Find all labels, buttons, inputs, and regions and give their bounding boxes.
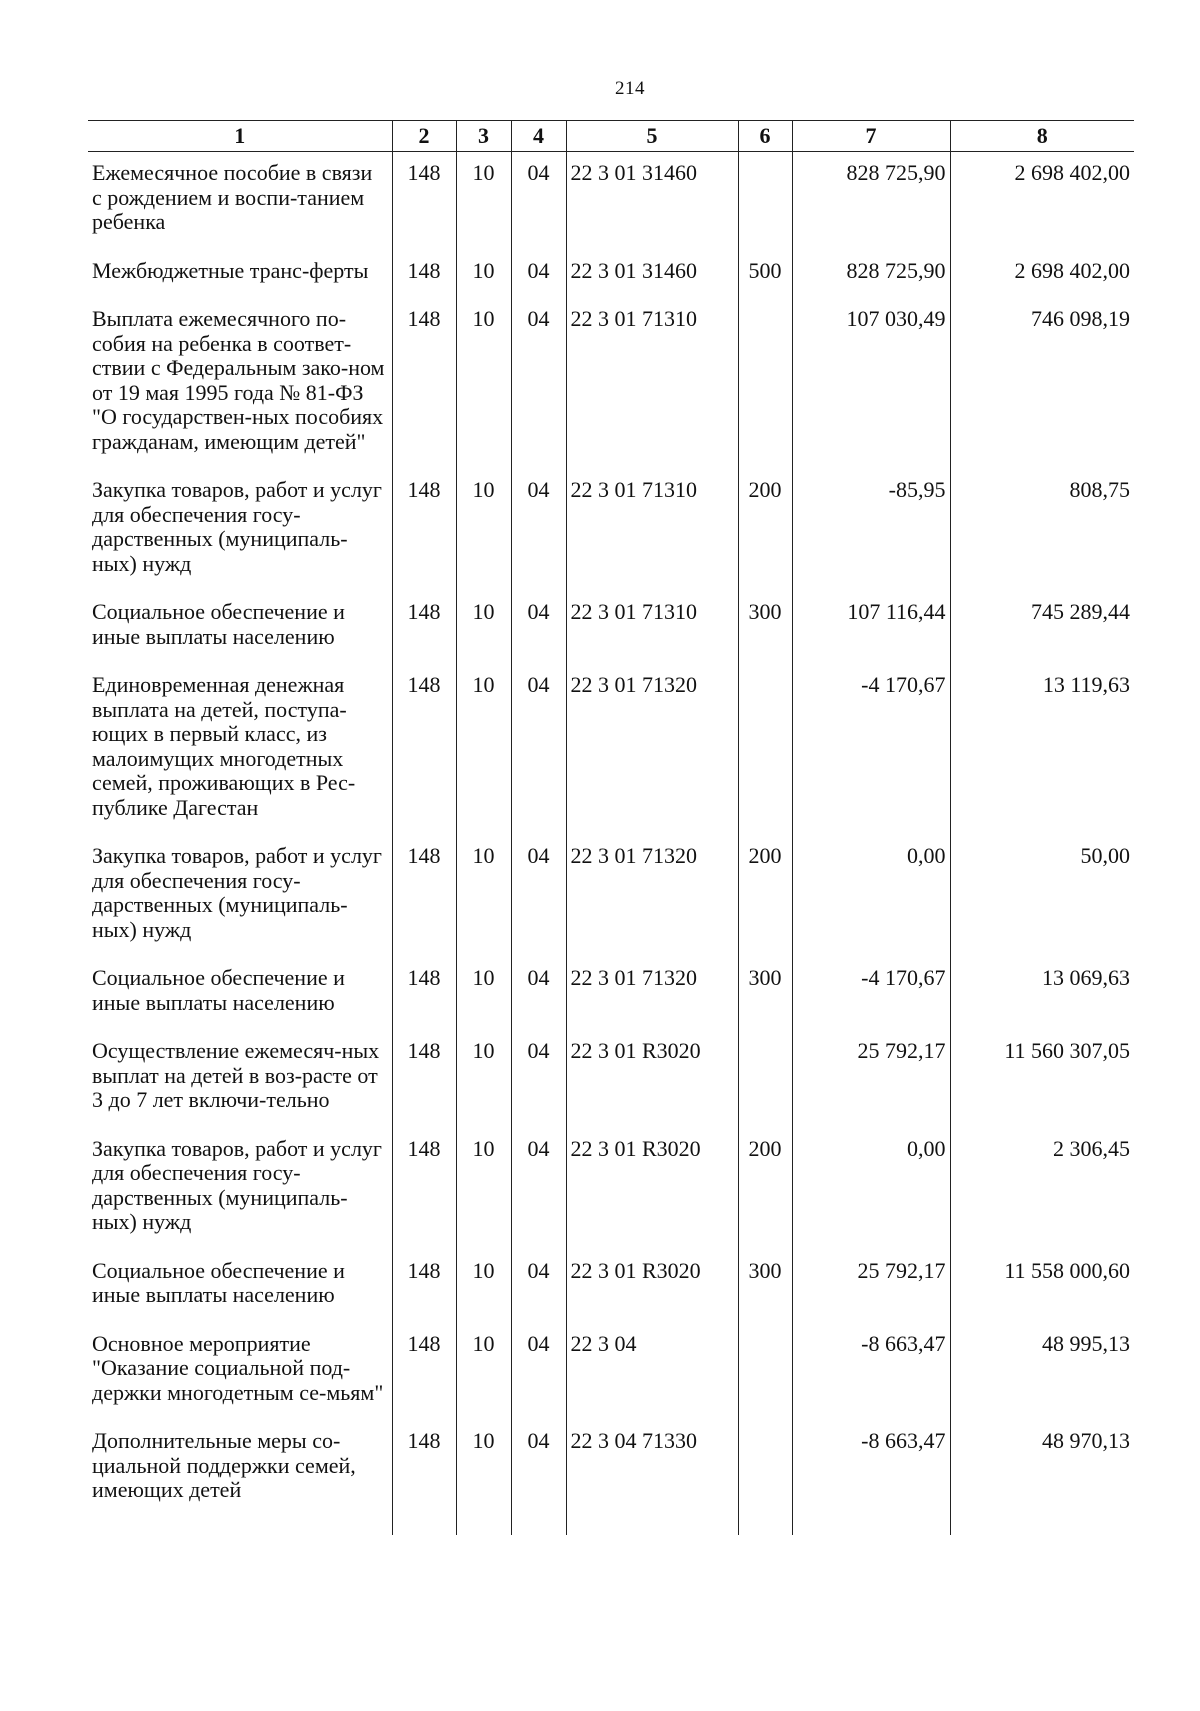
table-row <box>88 835 1134 957</box>
table-row <box>88 1323 1134 1421</box>
row-section-cell: 10 <box>456 1030 511 1128</box>
row-code-cell: 148 <box>392 1030 456 1128</box>
row-code-cell: 148 <box>392 1323 456 1421</box>
row-target-item-cell: 22 3 01 31460 <box>566 250 738 299</box>
row-name-cell: Социальное обеспечение и иные выплаты населению <box>92 599 345 649</box>
row-target-item-cell: 22 3 01 71320 <box>566 835 738 957</box>
row-name-cell: Выплата ежемесячного по-собия на ребенка в соответ-ствии с Федеральным зако-ном от 19 мая 1995 года № 81-ФЗ "О государствен-ных пособиях гражданам, имеющим детей" <box>92 306 385 454</box>
row-target-item-cell: 22 3 01 R3020 <box>566 1250 738 1323</box>
row-code-cell: 148 <box>392 835 456 957</box>
row-subsection-cell: 04 <box>511 469 566 591</box>
row-amount-cell: 25 792,17 <box>792 1250 950 1323</box>
row-subsection-cell: 04 <box>511 1128 566 1250</box>
row-expense-type-cell <box>738 1323 792 1421</box>
row-amount-cell: 828 725,90 <box>792 152 950 250</box>
row-subsection-cell: 04 <box>511 1420 566 1535</box>
row-expense-type-cell <box>738 1420 792 1535</box>
row-section-cell: 10 <box>456 1250 511 1323</box>
column-header: 1 <box>88 121 392 152</box>
row-section-cell: 10 <box>456 957 511 1030</box>
row-code-cell: 148 <box>392 469 456 591</box>
table-row <box>88 957 1134 1030</box>
row-name-cell: Социальное обеспечение и иные выплаты населению <box>92 1257 345 1307</box>
row-target-item-cell: 22 3 01 R3020 <box>566 1128 738 1250</box>
row-subsection-cell: 04 <box>511 298 566 469</box>
row-name-cell: Дополнительные меры со-циальной поддержки семей, имеющих детей <box>92 1428 356 1502</box>
row-amount-cell: -4 170,67 <box>792 664 950 835</box>
row-target-item-cell: 22 3 01 R3020 <box>566 1030 738 1128</box>
row-total-cell: 2 306,45 <box>950 1128 1134 1250</box>
row-amount-cell: -8 663,47 <box>792 1323 950 1421</box>
row-subsection-cell: 04 <box>511 1323 566 1421</box>
row-section-cell: 10 <box>456 1420 511 1535</box>
header-row <box>88 121 1134 152</box>
row-subsection-cell: 04 <box>511 152 566 250</box>
row-amount-cell: 0,00 <box>792 1128 950 1250</box>
row-code-cell: 148 <box>392 1250 456 1323</box>
row-expense-type-cell: 300 <box>738 591 792 664</box>
row-section-cell: 10 <box>456 469 511 591</box>
row-target-item-cell: 22 3 04 <box>566 1323 738 1421</box>
row-expense-type-cell: 200 <box>738 469 792 591</box>
row-section-cell: 10 <box>456 152 511 250</box>
row-target-item-cell: 22 3 01 71310 <box>566 298 738 469</box>
row-amount-cell: 0,00 <box>792 835 950 957</box>
row-code-cell: 148 <box>392 152 456 250</box>
budget-table <box>88 120 1134 1535</box>
row-subsection-cell: 04 <box>511 591 566 664</box>
row-section-cell: 10 <box>456 1323 511 1421</box>
row-name-cell: Осуществление ежемесяч-ных выплат на детей в воз-расте от 3 до 7 лет включи-тельно <box>92 1038 380 1112</box>
row-subsection-cell: 04 <box>511 664 566 835</box>
row-section-cell: 10 <box>456 1128 511 1250</box>
row-subsection-cell: 04 <box>511 250 566 299</box>
row-name-cell: Закупка товаров, работ и услуг для обеспечения госу-дарственных (муниципаль-ных) нужд <box>92 1135 382 1234</box>
row-total-cell: 48 970,13 <box>950 1420 1134 1535</box>
row-code-cell: 148 <box>392 1420 456 1535</box>
row-name-cell: Закупка товаров, работ и услуг для обеспечения госу-дарственных (муниципаль-ных) нужд <box>92 477 382 576</box>
row-name-cell: Закупка товаров, работ и услуг для обеспечения госу-дарственных (муниципаль-ных) нужд <box>92 843 382 942</box>
table-row <box>88 469 1134 591</box>
row-target-item-cell: 22 3 01 71320 <box>566 957 738 1030</box>
row-total-cell: 2 698 402,00 <box>950 152 1134 250</box>
row-total-cell: 745 289,44 <box>950 591 1134 664</box>
row-total-cell: 13 119,63 <box>950 664 1134 835</box>
row-amount-cell: -4 170,67 <box>792 957 950 1030</box>
row-name-cell: Единовременная денежная выплата на детей, поступа-ющих в первый класс, из малоимущих многодетных семей, проживающих в Рес-публике Дагестан <box>92 672 356 820</box>
row-target-item-cell: 22 3 01 71310 <box>566 591 738 664</box>
table-row <box>88 1030 1134 1128</box>
table-body <box>88 152 1134 1535</box>
page-number: 214 <box>615 78 645 99</box>
table-row <box>88 1128 1134 1250</box>
row-code-cell: 148 <box>392 1128 456 1250</box>
row-target-item-cell: 22 3 01 71320 <box>566 664 738 835</box>
column-header: 2 <box>392 121 456 152</box>
row-expense-type-cell <box>738 1030 792 1128</box>
row-code-cell: 148 <box>392 957 456 1030</box>
row-name-cell: Ежемесячное пособие в связи с рождением и воспи-танием ребенка <box>92 160 373 234</box>
row-subsection-cell: 04 <box>511 1250 566 1323</box>
row-expense-type-cell <box>738 152 792 250</box>
row-target-item-cell: 22 3 01 71310 <box>566 469 738 591</box>
row-amount-cell: 25 792,17 <box>792 1030 950 1128</box>
row-subsection-cell: 04 <box>511 835 566 957</box>
table-row <box>88 1250 1134 1323</box>
row-expense-type-cell <box>738 298 792 469</box>
row-target-item-cell: 22 3 01 31460 <box>566 152 738 250</box>
row-total-cell: 50,00 <box>950 835 1134 957</box>
row-total-cell: 746 098,19 <box>950 298 1134 469</box>
row-expense-type-cell: 300 <box>738 957 792 1030</box>
column-header: 7 <box>792 121 950 152</box>
column-header: 8 <box>950 121 1134 152</box>
row-name-cell: Социальное обеспечение и иные выплаты населению <box>92 965 345 1015</box>
row-expense-type-cell: 300 <box>738 1250 792 1323</box>
row-amount-cell: 107 116,44 <box>792 591 950 664</box>
row-amount-cell: 107 030,49 <box>792 298 950 469</box>
column-header: 3 <box>456 121 511 152</box>
row-name-cell: Основное мероприятие "Оказание социальной под-держки многодетным се-мьям" <box>92 1330 384 1405</box>
row-expense-type-cell: 200 <box>738 1128 792 1250</box>
table-row <box>88 591 1134 664</box>
row-subsection-cell: 04 <box>511 1030 566 1128</box>
table-row <box>88 250 1134 299</box>
row-total-cell: 2 698 402,00 <box>950 250 1134 299</box>
row-section-cell: 10 <box>456 591 511 664</box>
row-expense-type-cell <box>738 664 792 835</box>
row-total-cell: 11 560 307,05 <box>950 1030 1134 1128</box>
table-row <box>88 152 1134 250</box>
row-total-cell: 13 069,63 <box>950 957 1134 1030</box>
row-amount-cell: -8 663,47 <box>792 1420 950 1535</box>
row-amount-cell: -85,95 <box>792 469 950 591</box>
row-code-cell: 148 <box>392 250 456 299</box>
row-section-cell: 10 <box>456 664 511 835</box>
row-code-cell: 148 <box>392 664 456 835</box>
table-row <box>88 298 1134 469</box>
column-header: 4 <box>511 121 566 152</box>
row-amount-cell: 828 725,90 <box>792 250 950 299</box>
table-row <box>88 1420 1134 1535</box>
row-total-cell: 808,75 <box>950 469 1134 591</box>
column-header: 6 <box>738 121 792 152</box>
row-total-cell: 11 558 000,60 <box>950 1250 1134 1323</box>
row-section-cell: 10 <box>456 298 511 469</box>
row-code-cell: 148 <box>392 298 456 469</box>
row-section-cell: 10 <box>456 250 511 299</box>
row-subsection-cell: 04 <box>511 957 566 1030</box>
row-target-item-cell: 22 3 04 71330 <box>566 1420 738 1535</box>
row-code-cell: 148 <box>392 591 456 664</box>
table-row <box>88 664 1134 835</box>
row-expense-type-cell: 500 <box>738 250 792 299</box>
row-expense-type-cell: 200 <box>738 835 792 957</box>
column-header: 5 <box>566 121 738 152</box>
row-section-cell: 10 <box>456 835 511 957</box>
row-total-cell: 48 995,13 <box>950 1323 1134 1421</box>
row-name-cell: Межбюджетные транс-ферты <box>92 257 369 283</box>
